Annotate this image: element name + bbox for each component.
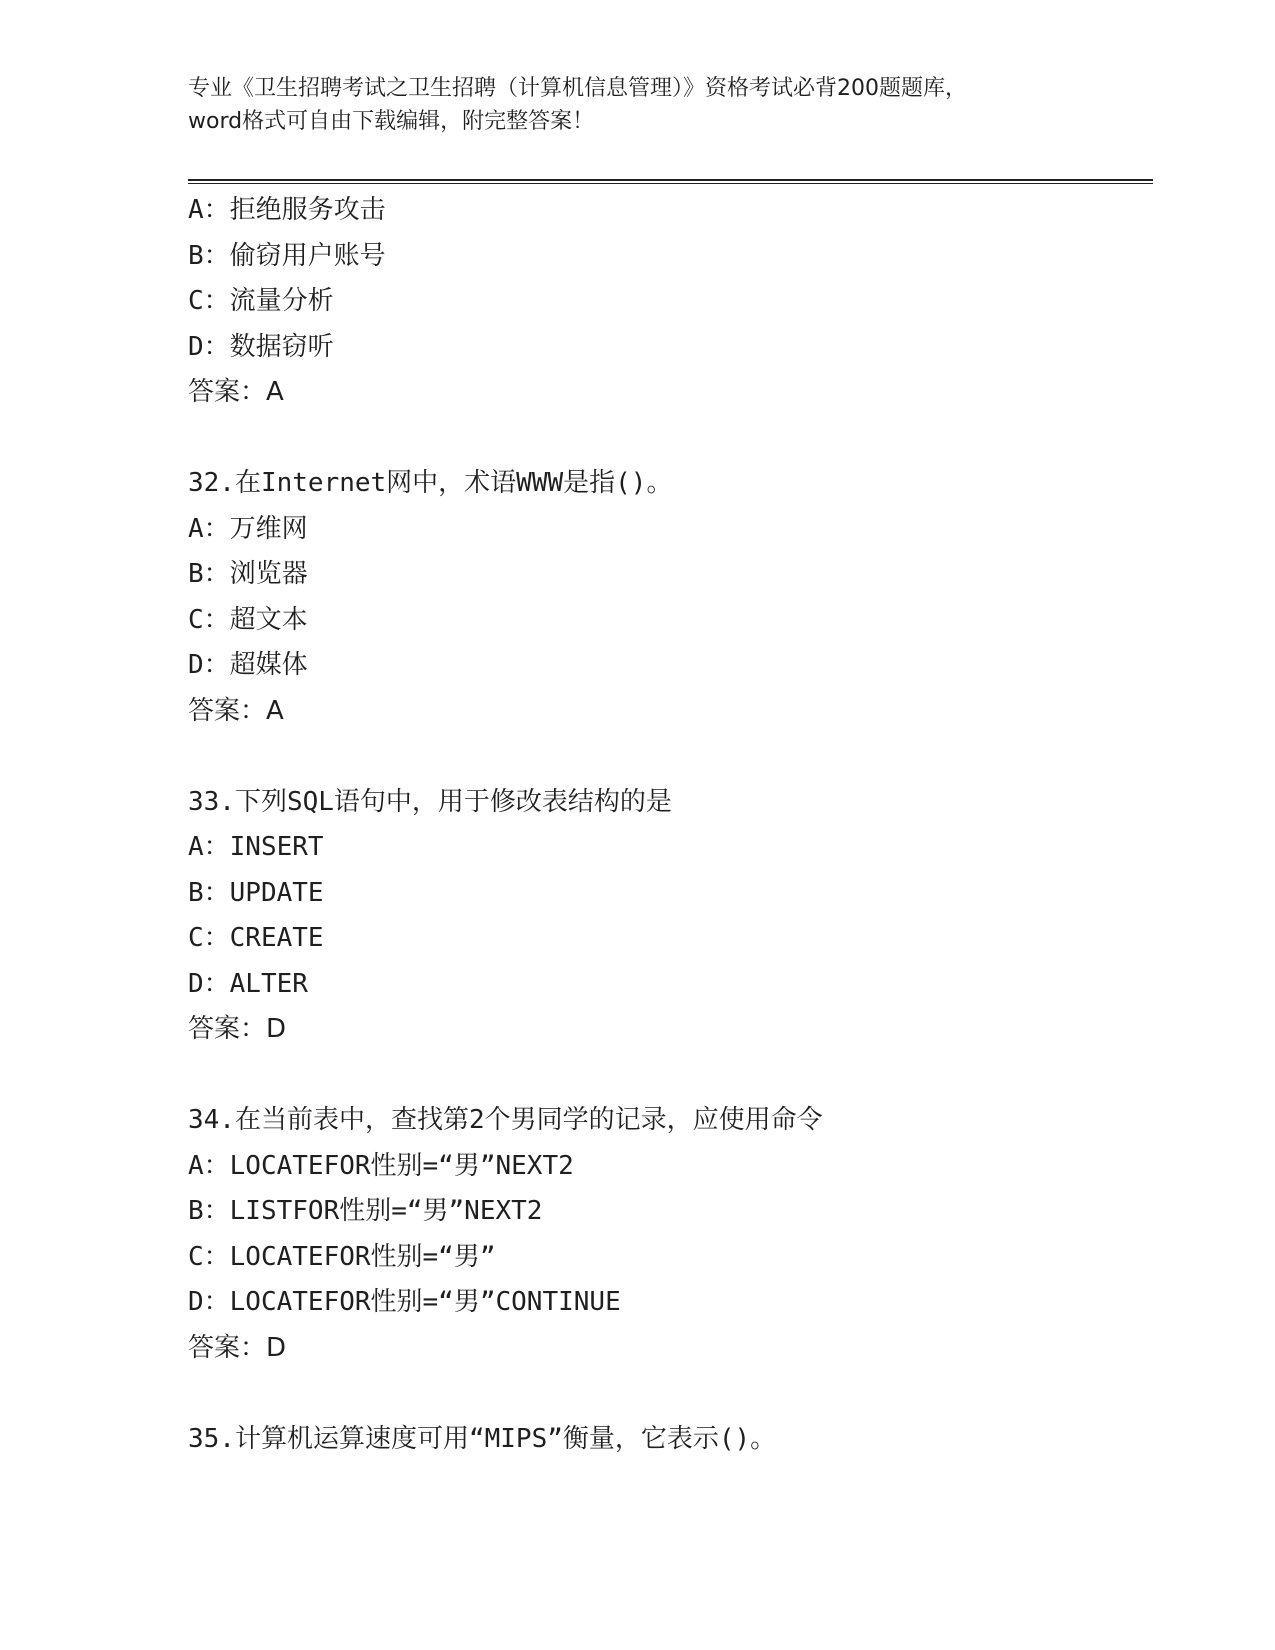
spacer: [188, 416, 1153, 462]
option-d: D：ALTER: [188, 968, 308, 999]
question-32: [188, 461, 1153, 734]
option-c: C：CREATE: [188, 923, 324, 953]
question-stem: 32.在Internet网中，术语WWW是指()。: [188, 468, 673, 498]
question-stem: 34.在当前表中，查找第2个男同学的记录，应使用命令: [188, 1105, 823, 1135]
spacer: [188, 734, 1153, 780]
question-34: [188, 1098, 1153, 1371]
option-a: A：INSERT: [188, 832, 324, 862]
answer: 答案：D: [188, 1014, 287, 1044]
question-stem: 35.计算机运算速度可用“MIPS”衡量，它表示()。: [188, 1423, 777, 1454]
option-b: B：LISTFOR性别=“男”NEXT2: [188, 1196, 543, 1226]
option-d: D：超媒体: [188, 650, 308, 680]
answer: 答案：A: [188, 377, 284, 407]
question-33: [188, 780, 1153, 1053]
header-line-2: word格式可自由下载编辑，附完整答案！: [188, 109, 595, 134]
option-c: C：流量分析: [188, 286, 334, 316]
answer: 答案：D: [188, 1332, 287, 1363]
option-c: C：LOCATEFOR性别=“男”: [188, 1241, 496, 1272]
header-divider: [188, 179, 1153, 184]
option-a: A：万维网: [188, 513, 308, 544]
question-35: [188, 1417, 1153, 1463]
option-c: C：超文本: [188, 604, 308, 635]
header-line-1: 专业《卫生招聘考试之卫生招聘（计算机信息管理）》资格考试必背200题题库，: [188, 76, 967, 101]
option-d: D：数据窃听: [188, 331, 334, 362]
option-a: A：LOCATEFOR性别=“男”NEXT2: [188, 1150, 574, 1181]
option-b: B：偷窃用户账号: [188, 240, 386, 271]
spacer: [188, 1053, 1153, 1099]
option-a: A：拒绝服务攻击: [188, 195, 386, 225]
spacer: [188, 1371, 1153, 1417]
question-stem: 33.下列SQL语句中，用于修改表结构的是: [188, 786, 672, 817]
option-b: B：浏览器: [188, 559, 308, 589]
answer: 答案：A: [188, 695, 284, 726]
option-d: D：LOCATEFOR性别=“男”CONTINUE: [188, 1287, 621, 1317]
document-header: [188, 72, 1088, 138]
option-b: B：UPDATE: [188, 877, 324, 908]
question-list: [188, 188, 1153, 1462]
question-31: [188, 188, 1153, 416]
